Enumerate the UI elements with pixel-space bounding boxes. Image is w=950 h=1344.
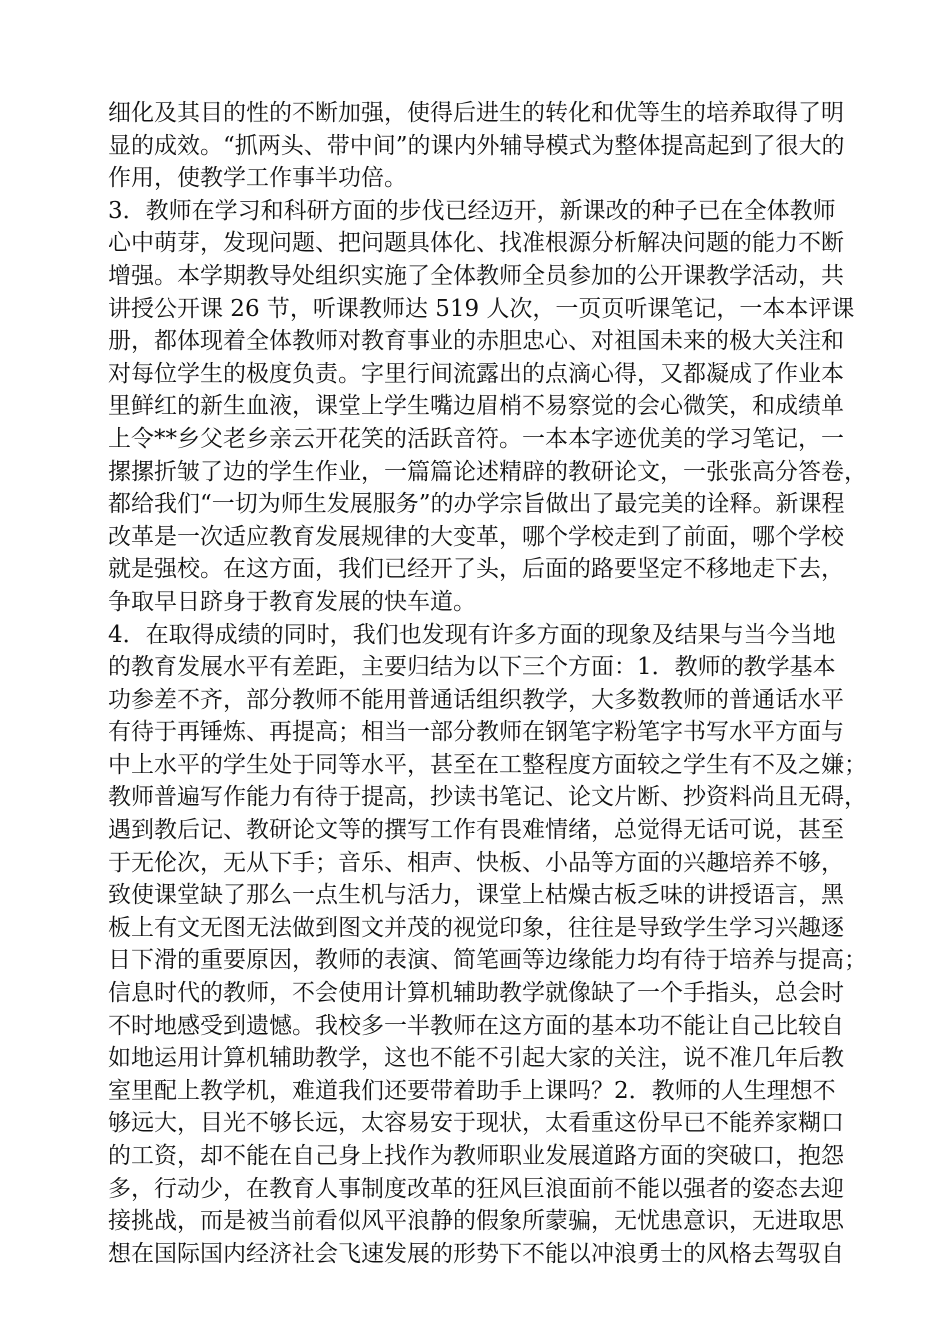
text-line: 信息时代的教师，不会使用计算机辅助教学就像缺了一个手指头，总会时 xyxy=(108,980,844,1007)
text-line: 不时地感受到遗憾。我校多一半教师在这方面的基本功不能让自己比较自 xyxy=(108,1012,844,1039)
text-line: 教师普遍写作能力有待于提高，抄读书笔记、论文片断、抄资料尚且无碍， xyxy=(108,784,867,811)
text-line: 接挑战，而是被当前看似风平浪静的假象所蒙骗，无忧患意识，无进取思 xyxy=(108,1208,844,1235)
text-line: 功参差不齐，部分教师不能用普通话组织教学，大多数教师的普通话水平 xyxy=(108,686,844,713)
text-line: 增强。本学期教导处组织实施了全体教师全员参加的公开课教学活动，共 xyxy=(108,262,844,289)
text-line: 册，都体现着全体教师对教育事业的赤胆忠心、对祖国未来的极大关注和 xyxy=(108,328,844,355)
text-line: 就是强校。在这方面，我们已经开了头，后面的路要坚定不移地走下去， xyxy=(108,556,844,583)
text-line: 4．在取得成绩的同时，我们也发现有许多方面的现象及结果与当今当地 xyxy=(108,621,836,648)
text-line: 心中萌芽，发现问题、把问题具体化、找准根源分析解决问题的能力不断 xyxy=(108,230,844,257)
text-line: 想在国际国内经济社会飞速发展的形势下不能以冲浪勇士的风格去驾驭自 xyxy=(108,1240,844,1267)
text-line: 对每位学生的极度负责。字里行间流露出的点滴心得，又都凝成了作业本 xyxy=(108,360,844,387)
text-line: 3．教师在学习和科研方面的步伐已经迈开，新课改的种子已在全体教师 xyxy=(108,197,836,224)
text-line: 里鲜红的新生血液，课堂上学生嘴边眉梢不易察觉的会心微笑，和成绩单 xyxy=(108,393,844,420)
text-line: 致使课堂缺了那么一点生机与活力，课堂上枯燥古板乏味的讲授语言，黑 xyxy=(108,882,844,909)
text-line: 于无伦次，无从下手；音乐、相声、快板、小品等方面的兴趣培养不够， xyxy=(108,849,844,876)
text-line: 都给我们“一切为师生发展服务”的办学宗旨做出了最完美的诠释。新课程 xyxy=(108,491,845,518)
text-line: 细化及其目的性的不断加强，使得后进生的转化和优等生的培养取得了明 xyxy=(108,100,844,126)
text-line: 上令**乡父老乡亲云开花笑的活跃音符。一本本字迹优美的学习笔记，一 xyxy=(108,425,844,452)
text-line: 多，行动少，在教育人事制度改革的狂风巨浪面前不能以强者的姿态去迎 xyxy=(108,1175,844,1202)
text-line: 如地运用计算机辅助教学，这也不能不引起大家的关注，说不准几年后教 xyxy=(108,1045,844,1072)
text-line: 板上有文无图无法做到图文并茂的视觉印象，往往是导致学生学习兴趣逐 xyxy=(108,914,844,941)
text-line: 室里配上教学机，难道我们还要带着助手上课吗？2．教师的人生理想不 xyxy=(108,1077,836,1104)
text-line: 改革是一次适应教育发展规律的大变革，哪个学校走到了前面，哪个学校 xyxy=(108,523,844,550)
document-body xyxy=(108,97,868,1270)
text-line: 讲授公开课 26 节，听课教师达 519 人次，一页页听课笔记，一本本评课 xyxy=(108,295,855,322)
text-line: 中上水平的学生处于同等水平，甚至在工整程度方面较之学生有不及之嫌； xyxy=(108,751,867,778)
text-line: 作用，使教学工作事半功倍。 xyxy=(108,165,407,192)
text-line: 摞摞折皱了边的学生作业，一篇篇论述精辟的教研论文，一张张高分答卷， xyxy=(108,458,867,485)
text-line: 的工资，却不能在自己身上找作为教师职业发展道路方面的突破口，抱怨 xyxy=(108,1143,844,1169)
text-line: 的教育发展水平有差距，主要归结为以下三个方面：1．教师的教学基本 xyxy=(108,654,836,681)
text-line: 遇到教后记、教研论文等的撰写工作有畏难情绪，总觉得无话可说，甚至 xyxy=(108,817,844,844)
text-line: 日下滑的重要原因，教师的表演、简笔画等边缘能力均有待于培养与提高； xyxy=(108,947,867,974)
text-line: 有待于再锤炼、再提高；相当一部分教师在钢笔字粉笔字书写水平方面与 xyxy=(108,719,844,746)
text-line: 争取早日跻身于教育发展的快车道。 xyxy=(108,588,476,615)
text-line: 显的成效。“抓两头、带中间”的课内外辅导模式为整体提高起到了很大的 xyxy=(108,132,845,159)
text-line: 够远大，目光不够长远，太容易安于现状，太看重这份早已不能养家糊口 xyxy=(108,1110,844,1137)
